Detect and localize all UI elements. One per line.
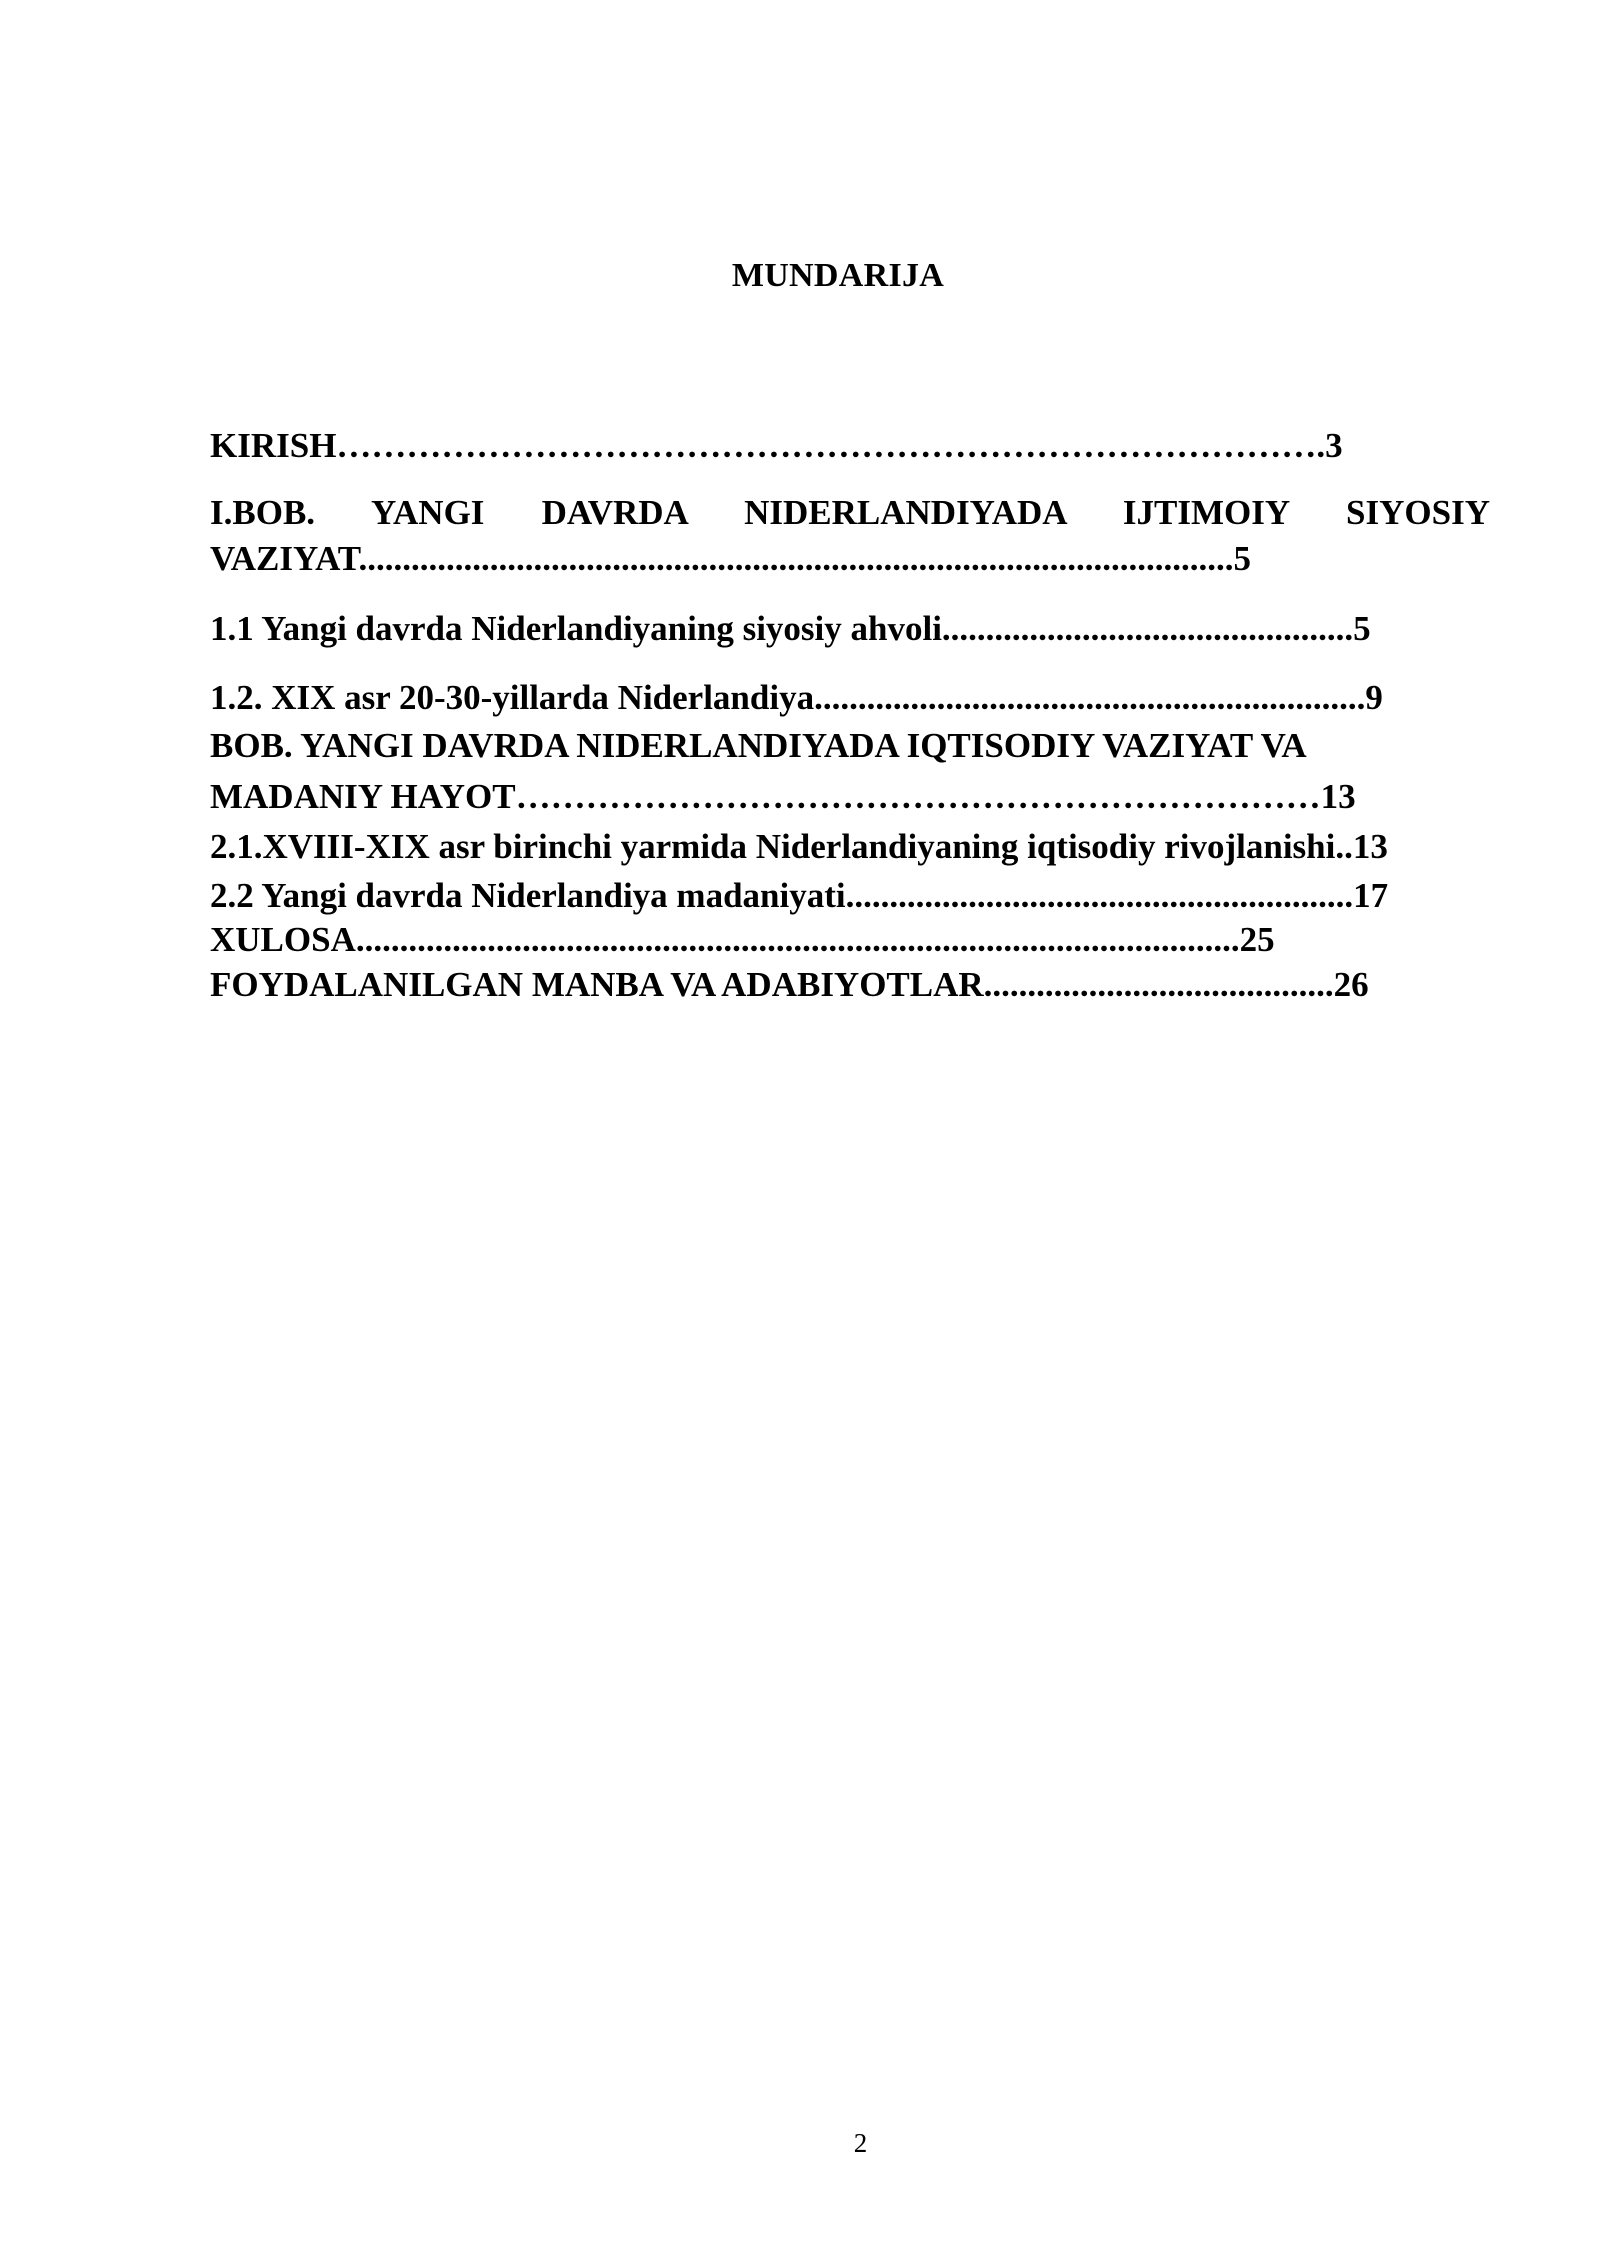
toc-entry-chapter-1-heading-cont: VAZIYAT....................................................................................................5	[210, 539, 1251, 578]
page-title: MUNDARIJA	[731, 257, 945, 294]
toc-entry-bibliography: FOYDALANILGAN MANBA VA ADABIYOTLAR........................................26	[210, 965, 1369, 1004]
toc-entry-section-2-1: 2.1.XVIII-XIX asr birinchi yarmida Niderlandiyaning iqtisodiy rivojlanishi..13	[210, 827, 1388, 866]
toc-entry-section-1-2: 1.2. XIX asr 20-30-yillarda Niderlandiya...............................................................9	[210, 678, 1383, 717]
toc-entry-section-2-2: 2.2 Yangi davrda Niderlandiya madaniyati..........................................................17	[210, 876, 1389, 915]
toc-entry-chapter-2-heading-cont: MADANIY HAYOT……………………………………………………………13	[210, 777, 1356, 816]
toc-entry-section-1-1: 1.1 Yangi davrda Niderlandiyaning siyosiy ahvoli...............................................5	[210, 609, 1371, 648]
page-number: 2	[853, 2128, 868, 2158]
toc-entry-chapter-2-heading: BOB. YANGI DAVRDA NIDERLANDIYADA IQTISODIY VAZIYAT VA	[210, 726, 1307, 765]
toc-entry-chapter-1-heading: I.BOB. YANGI DAVRDA NIDERLANDIYADA IJTIMOIY SIYOSIY	[210, 493, 1490, 532]
toc-entry-kirish: KIRISH………………………………………………………………………….3	[210, 426, 1343, 465]
toc-entry-xulosa: XULOSA.....................................................................................................25	[210, 920, 1275, 959]
